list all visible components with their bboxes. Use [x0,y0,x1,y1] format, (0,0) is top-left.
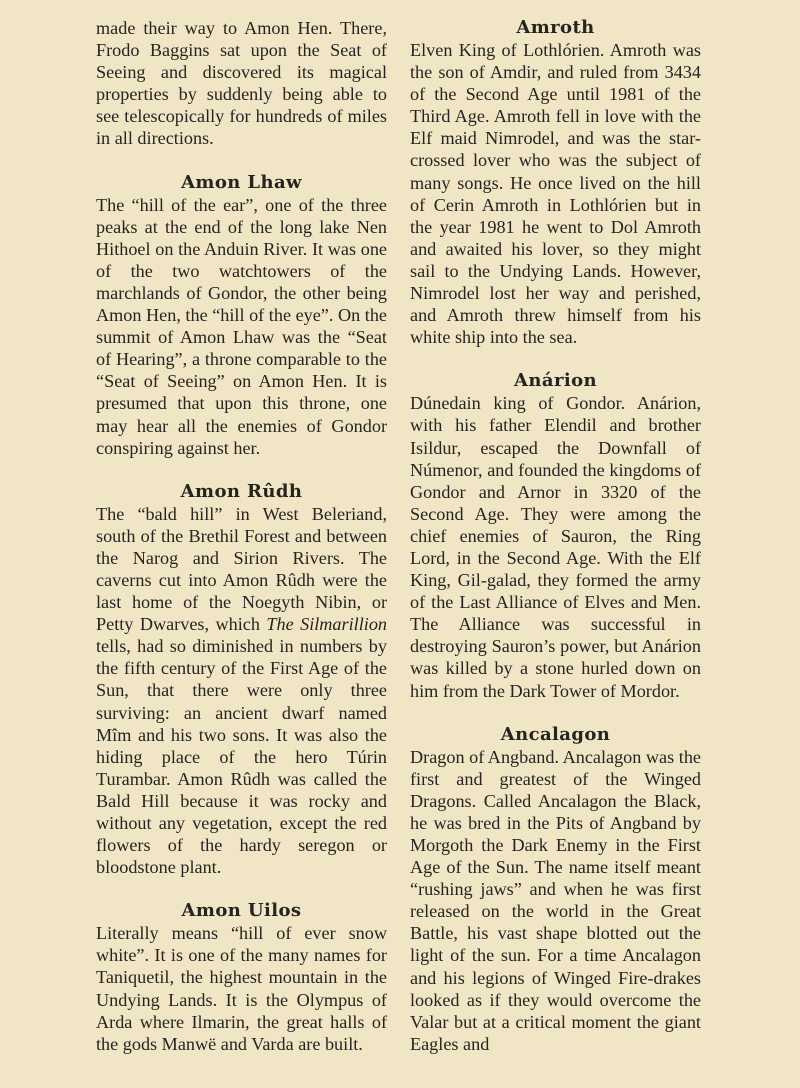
amon-rudh-text-part1: The “bald hill” in West Beleriand, south of the Brethil Forest and between the Narog and Sirion Rivers. The caverns cut into Amon Rûdh were the last home of the Noegyth Nibin, or Petty Dwarves, which [96,503,387,635]
entry-body-amon-lhaw: The “hill of the ear”, one of the three peaks at the end of the long lake Nen Hithoel on the Anduin River. It was one of the two watchtowers of the marchlands of Gondor, the other being Amon Hen, the “hill of the eye”. On the summit of Amon Lhaw was the “Seat of Hearing”, a throne comparable to the “Seat of Seeing” on Amon Hen. It is presumed that upon this throne, one may hear all the enemies of Gondor conspiring against her. [96,194,387,458]
book-title-silmarillion: The Silmarillion [266,614,388,635]
entry-heading-amroth: Amroth [516,17,595,38]
entry-body-amon-rudh [96,503,387,879]
entry-heading-amon-uilos: Amon Uilos [181,900,302,922]
entry-body-anarion: Dúnedain king of Gondor. Anárion, with his father Elendil and brother Isildur, escaped the Downfall of Númenor, and founded the kingdoms of Gondor and Arnor in 3320 of the Second Age. They were among the chief enemies of Sauron, the Ring Lord, in the Second Age. With the Elf King, Gil-galad, they formed the army of the Last Alliance of Elves and Men. The Alliance was successful in destroying Sauron’s power, but Anárion was killed by a stone hurled down on him from the Dark Tower of Mordor. [410,393,701,701]
entry-body-amroth: Elven King of Lothlórien. Amroth was the son of Amdir, and ruled from 3434 of the Second Age until 1981 of the Third Age. Amroth fell in love with the Elf maid Nimrodel, and was the star-crossed lover who was the subject of many songs. He once lived on the hill of Cerin Amroth in Lothlórien but in the year 1981 he went to Dol Amroth and awaited his lover, so they might sail to the Undying Lands. However, Nimrodel lost her way and perished, and Amroth threw himself from his white ship into the sea. [410,40,701,348]
entry-body-ancalagon: Dragon of Angband. Ancalagon was the first and greatest of the Winged Dragons. Called Ancalagon the Black, he was bred in the Pits of Angband by Morgoth the Dark Enemy in the First Age of the Sun. The name itself meant “rushing jaws” and when he was first released on the world in the Great Battle, his vast shape blotted out the light of the sun. For a time Ancalagon and his legions of Winged Fire-drakes looked as if they would overcome the Valar but at a critical moment the giant Eagles and [410,746,701,1054]
entry-heading-ancalagon: Ancalagon [500,723,611,745]
entry-heading-anarion: Anárion [514,370,597,392]
entry-heading-amon-lhaw: Amon Lhaw [181,171,302,193]
entry-heading-amon-rudh: Amon Rûdh [180,480,303,502]
right-column [410,17,701,1055]
left-column [96,17,387,1055]
entry-body-amon-uilos: Literally means “hill of ever snow white”. It is one of the many names for Taniquetil, the highest mountain in the Undying Lands. It is the Olympus of Arda where Ilmarin, the great halls of the gods Manwë and Varda are built. [96,923,387,1054]
amon-rudh-text-part2: tells, had so diminished in numbers by the fifth century of the First Age of the Sun, that there were only three surviving: an ancient dwarf named Mîm and his two sons. It was also the hiding place of the hero Túrin Turambar. Amon Rûdh was called the Bald Hill because it was rocky and without any vegetation, except the red flowers of the hardy seregon or bloodstone plant. [96,636,387,878]
intro-paragraph: made their way to Amon Hen. There, Frodo Baggins sat upon the Seat of Seeing and discovered its magical properties by suddenly being able to see telescopically for hundreds of miles in all directions. [96,18,387,149]
